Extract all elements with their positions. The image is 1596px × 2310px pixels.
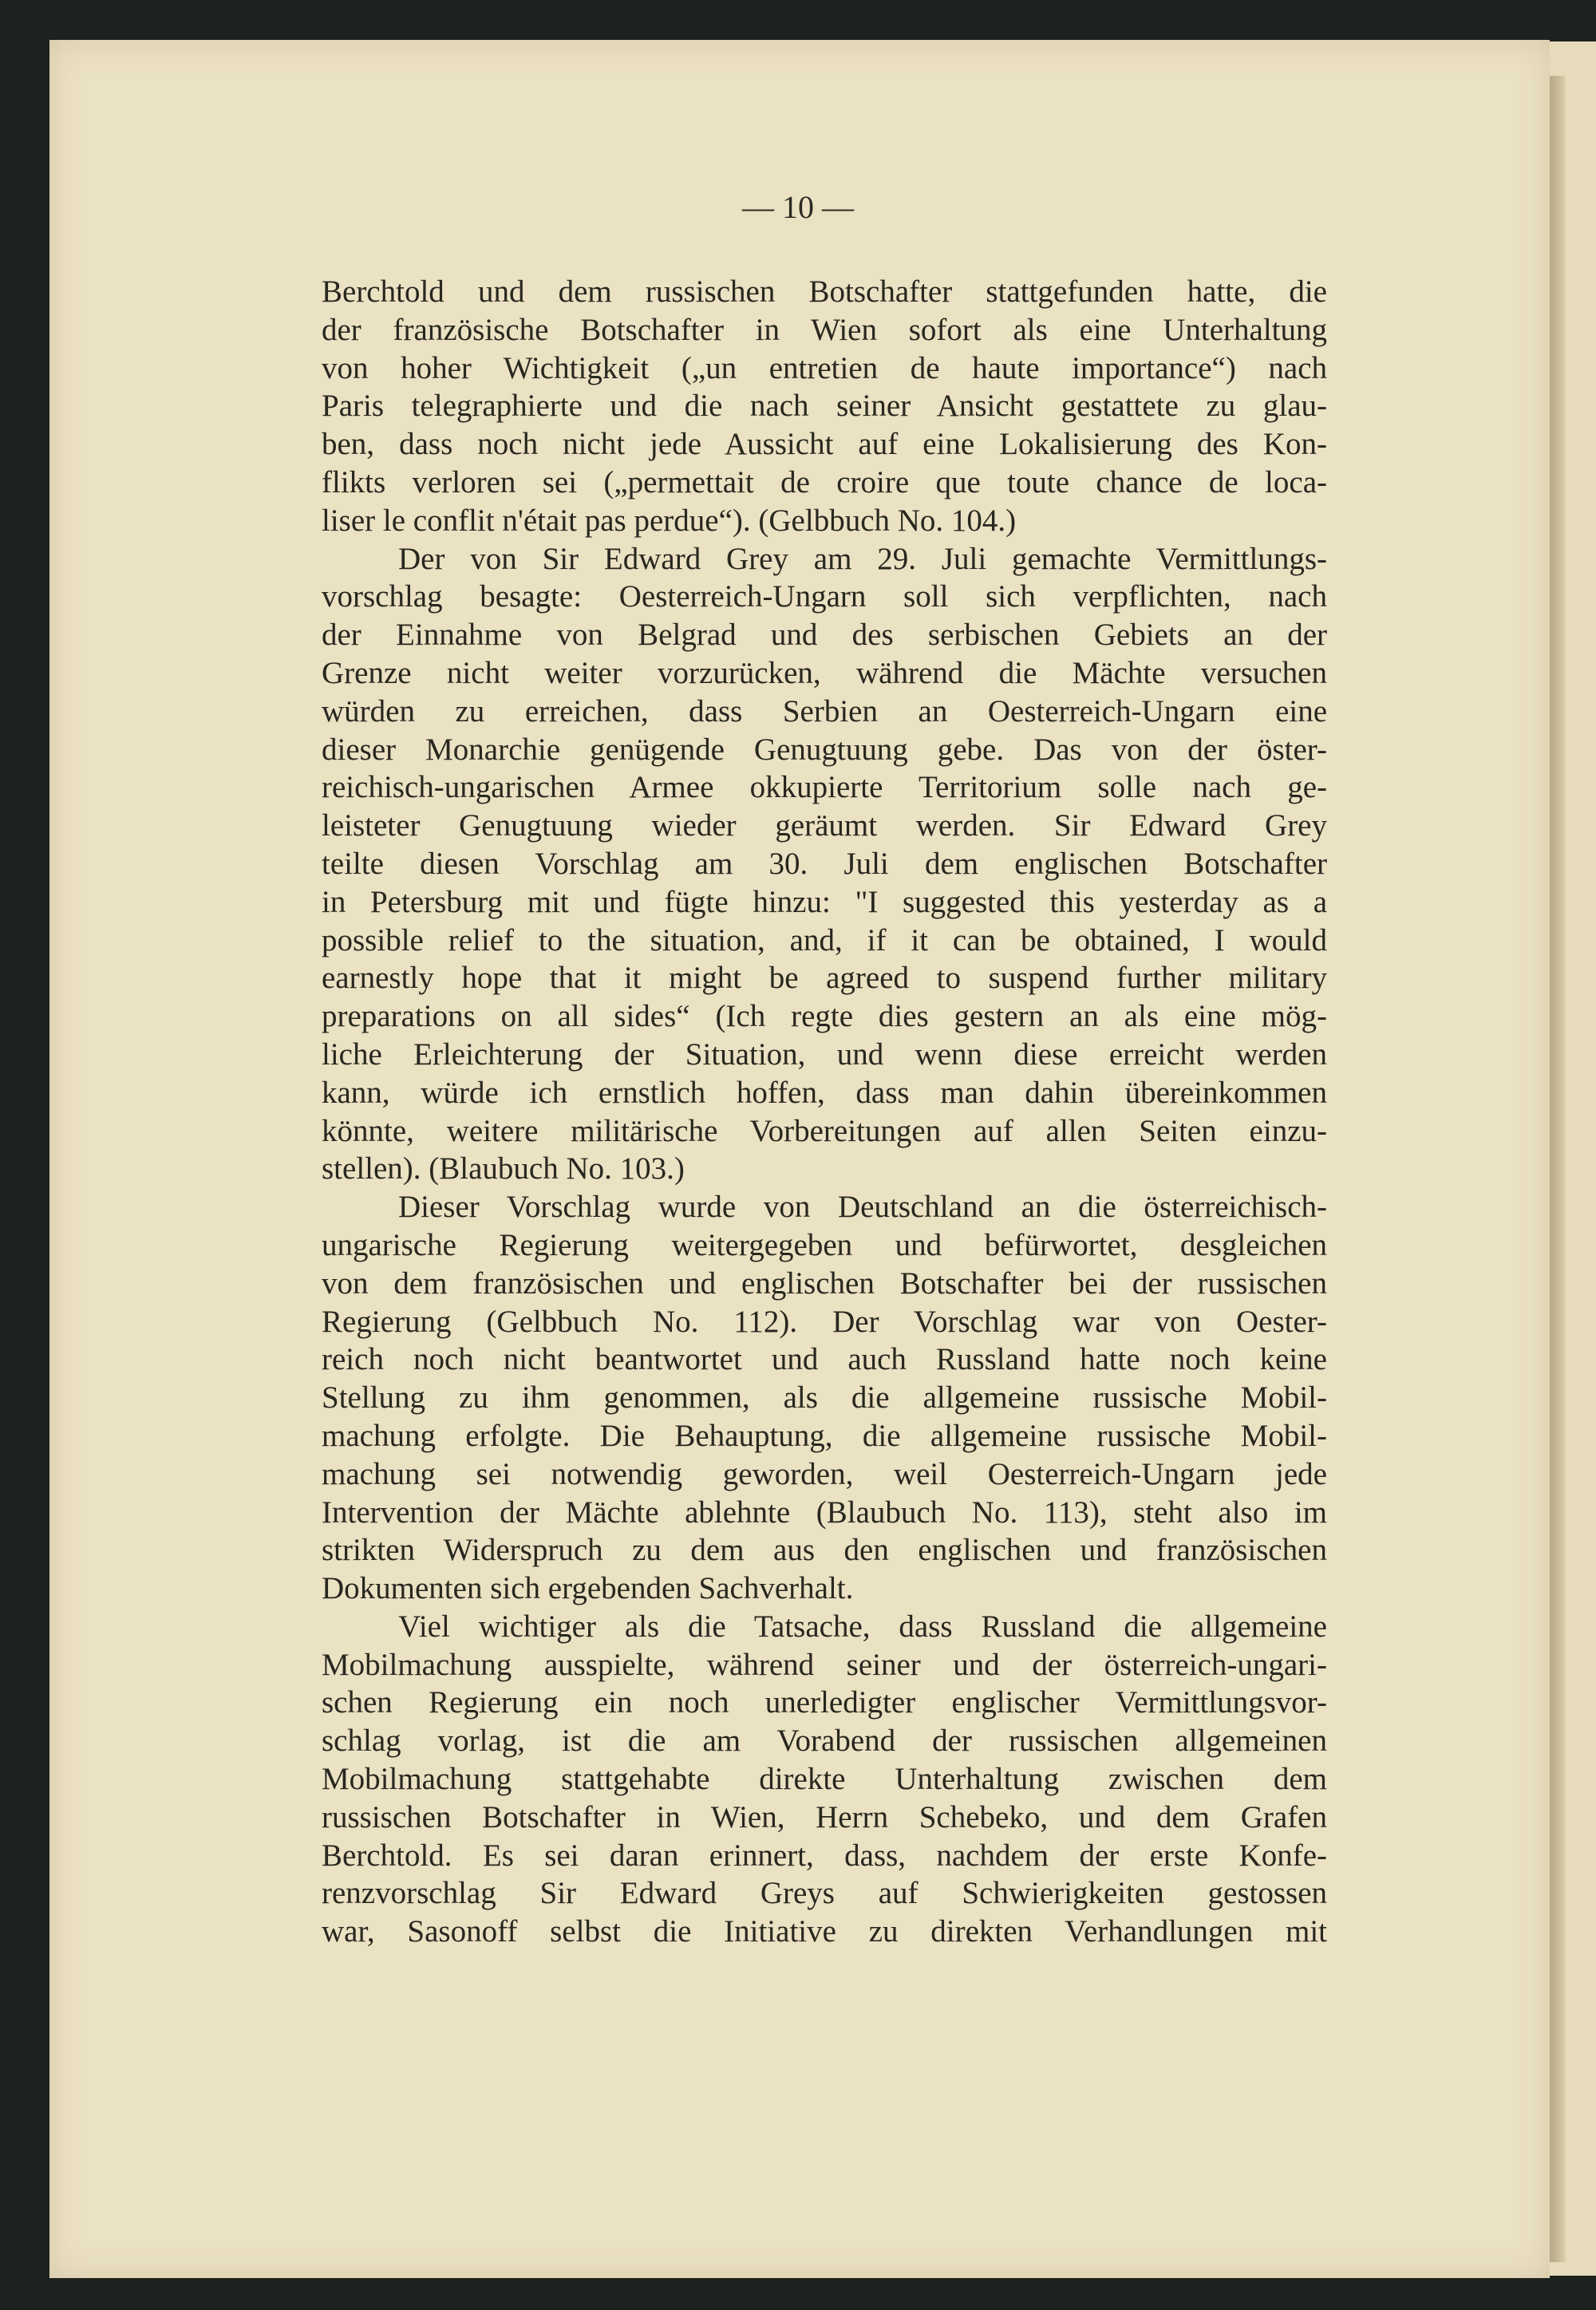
paragraph	[322, 1608, 1327, 1951]
text-line: possible relief to the situation, and, if it can be obtained, I would	[322, 922, 1327, 958]
text-line: von dem französischen und englischen Botschafter bei der russischen	[322, 1266, 1327, 1301]
text-line: würden zu erreichen, dass Serbien an Oesterreich-Ungarn eine	[322, 693, 1327, 729]
text-line: reichisch-ungarischen Armee okkupierte Territorium solle nach ge-	[322, 770, 1327, 805]
text-line: kann, würde ich ernstlich hoffen, dass man dahin übereinkommen	[322, 1075, 1327, 1110]
text-line: dieser Monarchie genügende Genugtuung gebe. Das von der öster-	[322, 732, 1327, 767]
text-line: war, Sasonoff selbst die Initiative zu direkten Verhandlungen mit	[322, 1914, 1327, 1949]
page-number: — 10 —	[742, 189, 854, 225]
text-line: earnestly hope that it might be agreed to suspend further military	[322, 961, 1327, 996]
text-line: Intervention der Mächte ablehnte (Blaubuch No. 113), steht also im	[322, 1495, 1327, 1530]
text-line: Mobilmachung stattgehabte direkte Unterhaltung zwischen dem	[322, 1762, 1327, 1797]
text-line: liser le conflit n'était pas perdue“). (Gelbbuch No. 104.)	[322, 503, 1017, 538]
text-line: der Einnahme von Belgrad und des serbischen Gebiets an der	[322, 618, 1327, 653]
text-line: teilte diesen Vorschlag am 30. Juli dem englischen Botschafter	[322, 846, 1327, 881]
paragraph	[322, 273, 1327, 540]
paragraph	[322, 540, 1327, 1189]
text-line: Viel wichtiger als die Tatsache, dass Russland die allgemeine	[398, 1609, 1327, 1644]
body-text	[322, 273, 1327, 1951]
text-line: Grenze nicht weiter vorzurücken, während die Mächte versuchen	[322, 655, 1327, 690]
text-line: machung erfolgte. Die Behauptung, die allgemeine russische Mobil-	[322, 1418, 1327, 1453]
text-line: ben, dass noch nicht jede Aussicht auf eine Lokalisierung des Kon-	[322, 427, 1327, 462]
text-line: renzvorschlag Sir Edward Greys auf Schwierigkeiten gestossen	[322, 1876, 1327, 1911]
text-line: Paris telegraphierte und die nach seiner Ansicht gestattete zu glau-	[322, 389, 1327, 424]
text-line: Regierung (Gelbbuch No. 112). Der Vorschlag war von Oester-	[322, 1304, 1327, 1339]
text-line: liche Erleichterung der Situation, und wenn diese erreicht werden	[322, 1037, 1327, 1072]
text-line: schen Regierung ein noch unerledigter englischer Vermittlungsvor-	[322, 1685, 1327, 1720]
text-line: könnte, weitere militärische Vorbereitungen auf allen Seiten einzu-	[322, 1113, 1327, 1148]
text-line: von hoher Wichtigkeit („un entretien de haute importance“) nach	[322, 350, 1327, 385]
page-gutter-shadow	[1550, 76, 1566, 2262]
text-line: Stellung zu ihm genommen, als die allgemeine russische Mobil-	[322, 1380, 1327, 1416]
text-line: Berchtold. Es sei daran erinnert, dass, nachdem der erste Konfe-	[322, 1838, 1327, 1873]
text-line: strikten Widerspruch zu dem aus den englischen und französischen	[322, 1533, 1327, 1568]
text-line: Dokumenten sich ergebenden Sachverhalt.	[322, 1571, 854, 1606]
text-line: Berchtold und dem russischen Botschafter stattgefunden hatte, die	[322, 274, 1327, 309]
text-line: Dieser Vorschlag wurde von Deutschland an die österreichisch-	[398, 1190, 1327, 1225]
text-line: russischen Botschafter in Wien, Herrn Schebeko, und dem Grafen	[322, 1799, 1327, 1834]
text-line: der französische Botschafter in Wien sofort als eine Unterhaltung	[322, 312, 1327, 347]
text-line: Mobilmachung ausspielte, während seiner und der österreich-ungari-	[322, 1647, 1327, 1682]
text-line: preparations on all sides“ (Ich regte dies gestern an als eine mög-	[322, 999, 1327, 1034]
text-line: schlag vorlag, ist die am Vorabend der russischen allgemeinen	[322, 1724, 1327, 1759]
text-line: machung sei notwendig geworden, weil Oesterreich-Ungarn jede	[322, 1456, 1327, 1491]
paragraph	[322, 1188, 1327, 1608]
text-line: in Petersburg mit und fügte hinzu: "I suggested this yesterday as a	[322, 884, 1327, 919]
text-line: stellen). (Blaubuch No. 103.)	[322, 1151, 685, 1187]
text-line: ungarische Regierung weitergegeben und befürwortet, desgleichen	[322, 1227, 1327, 1262]
text-line: flikts verloren sei („permettait de croire que toute chance de loca-	[322, 464, 1327, 500]
text-line: Der von Sir Edward Grey am 29. Juli gemachte Vermittlungs-	[398, 541, 1327, 576]
text-line: reich noch nicht beantwortet und auch Russland hatte noch keine	[322, 1342, 1327, 1377]
text-line: vorschlag besagte: Oesterreich-Ungarn soll sich verpflichten, nach	[322, 579, 1327, 614]
text-line: leisteter Genugtuung wieder geräumt werden. Sir Edward Grey	[322, 808, 1327, 843]
